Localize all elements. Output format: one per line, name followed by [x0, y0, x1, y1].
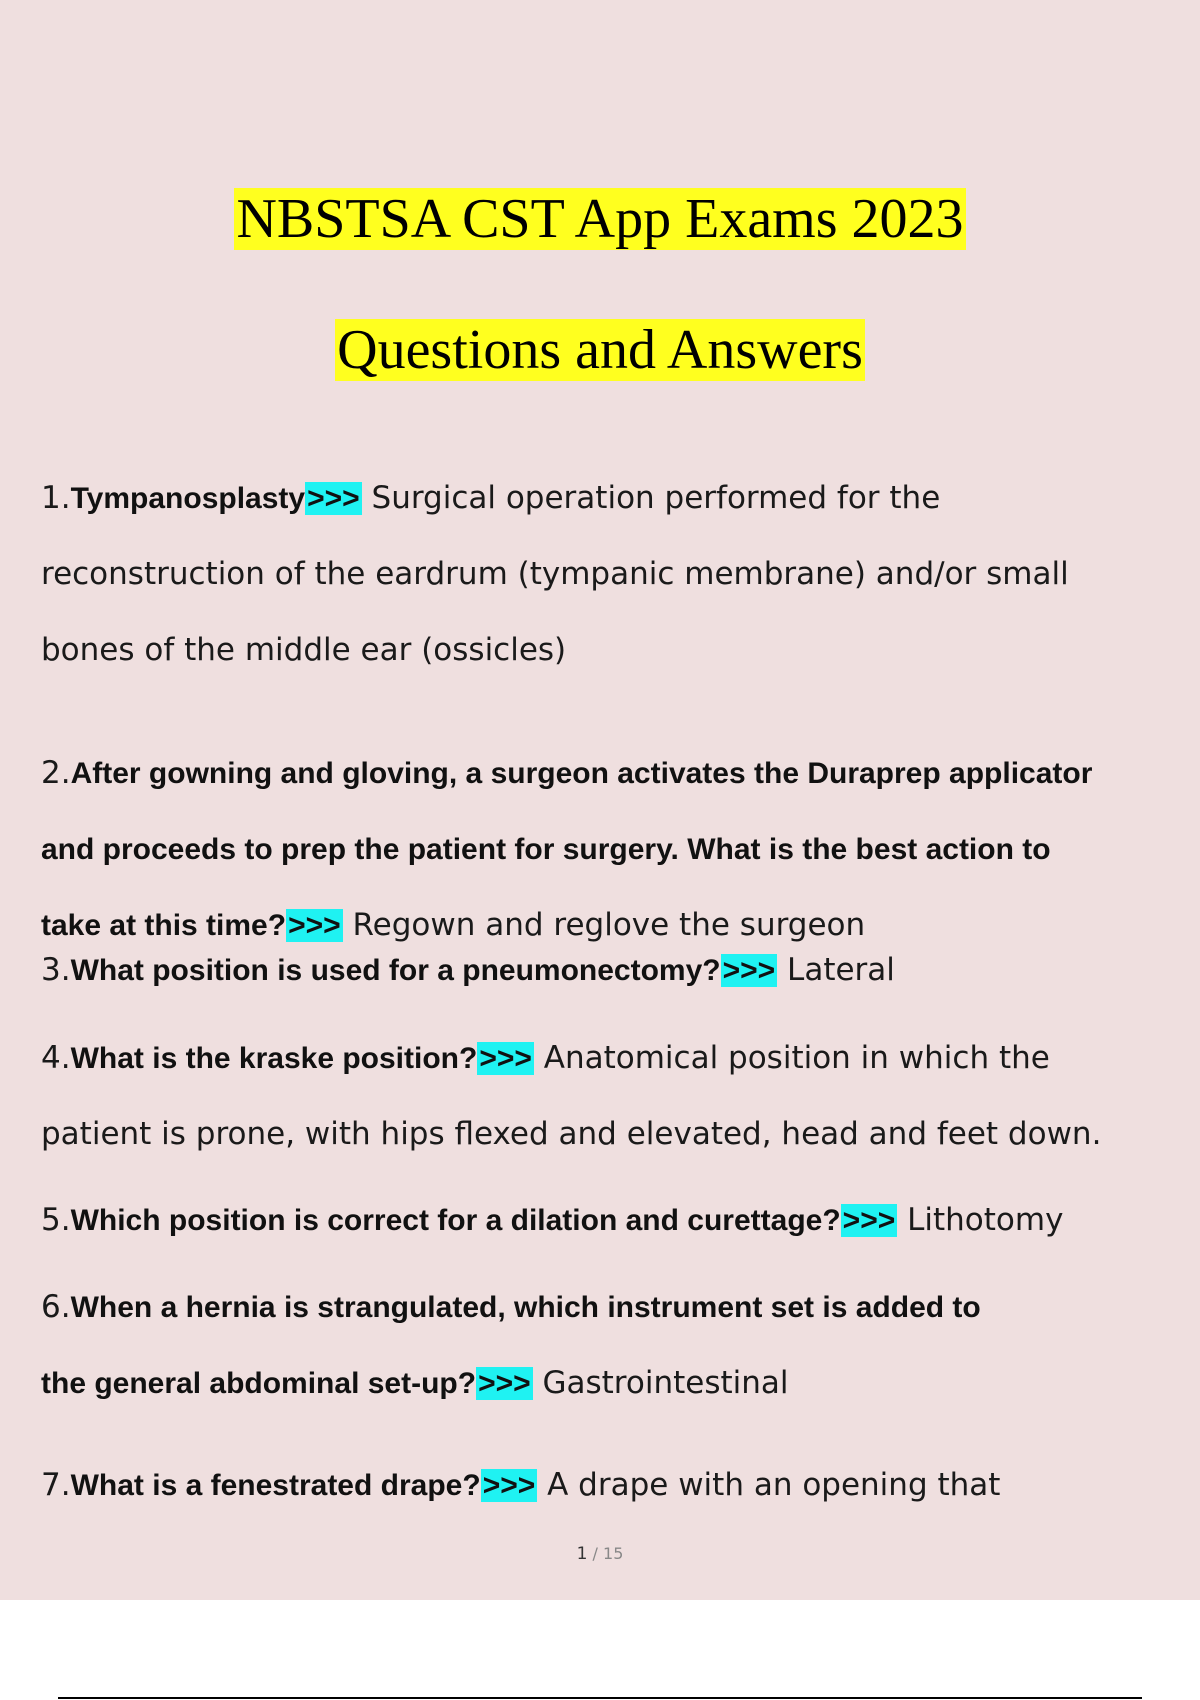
answer-separator: >>> — [288, 909, 341, 942]
qa-line — [41, 1020, 1176, 1096]
qa-line — [41, 536, 1176, 612]
qa-item — [41, 460, 1176, 688]
answer-separator: >>> — [478, 1367, 531, 1400]
qa-line — [41, 1182, 1176, 1258]
item-number: 1. — [41, 480, 71, 516]
answer-text: A drape with an opening that — [547, 1467, 1001, 1503]
question-text: What position is used for a pneumonectomy? — [70, 954, 721, 987]
qa-line — [41, 1269, 1176, 1345]
question-text: take at this time? — [41, 909, 287, 942]
title-line-1: NBSTSA CST App Exams 2023 — [236, 188, 964, 250]
total-pages: 15 — [603, 1544, 624, 1563]
qa-line — [41, 612, 1176, 688]
qa-line — [41, 460, 1176, 536]
answer-text: Lithotomy — [907, 1202, 1064, 1238]
qa-item — [41, 1182, 1176, 1258]
qa-item — [41, 735, 1176, 963]
item-number: 5. — [41, 1202, 71, 1238]
answer-separator: >>> — [722, 954, 776, 987]
qa-line — [41, 1345, 1176, 1421]
current-page: 1 — [576, 1544, 588, 1564]
qa-line — [41, 735, 1176, 811]
page-separator: / — [587, 1544, 604, 1563]
answer-text: bones of the middle ear (ossicles) — [41, 632, 567, 668]
answer-text: Anatomical position in which the — [543, 1040, 1050, 1076]
answer-separator: >>> — [307, 482, 360, 515]
question-text: the general abdominal set-up? — [41, 1367, 477, 1400]
question-text: When a hernia is strangulated, which instrument set is added to — [70, 1291, 981, 1324]
qa-line — [41, 1096, 1176, 1172]
answer-text: reconstruction of the eardrum (tympanic membrane) and/or small — [41, 556, 1069, 592]
question-text: What is a fenestrated drape? — [70, 1469, 481, 1502]
item-number: 7. — [41, 1467, 71, 1503]
qa-line — [41, 932, 1176, 1008]
page-indicator — [0, 1544, 1200, 1564]
qa-item — [41, 1269, 1176, 1421]
question-text: Tympanosplasty — [70, 482, 306, 515]
answer-text: Gastrointestinal — [542, 1365, 789, 1401]
qa-line — [41, 1447, 1176, 1523]
answer-separator: >>> — [842, 1204, 896, 1237]
answer-text: patient is prone, with hips flexed and elevated, head and feet down. — [41, 1116, 1102, 1152]
item-number: 6. — [41, 1289, 71, 1325]
question-text: After gowning and gloving, a surgeon activates the Duraprep applicator — [70, 757, 1093, 790]
qa-item — [41, 932, 1176, 1008]
item-number: 4. — [41, 1040, 71, 1076]
question-text: and proceeds to prep the patient for surgery. What is the best action to — [41, 833, 1051, 866]
item-number: 3. — [41, 952, 71, 988]
answer-text: Lateral — [787, 952, 895, 988]
qa-item — [41, 1020, 1176, 1172]
document-subtitle — [0, 318, 1200, 382]
answer-separator: >>> — [482, 1469, 536, 1502]
question-text: What is the kraske position? — [70, 1042, 478, 1075]
bottom-rule — [58, 1697, 1142, 1699]
question-text: Which position is correct for a dilation and curettage? — [70, 1204, 841, 1237]
qa-line — [41, 811, 1176, 887]
answer-text: Regown and reglove the surgeon — [352, 907, 866, 943]
title-line-2: Questions and Answers — [337, 319, 863, 381]
qa-item — [41, 1447, 1176, 1523]
answer-text: Surgical operation performed for the — [371, 480, 941, 516]
item-number: 2. — [41, 755, 71, 791]
answer-separator: >>> — [479, 1042, 532, 1075]
document-title — [0, 187, 1200, 251]
